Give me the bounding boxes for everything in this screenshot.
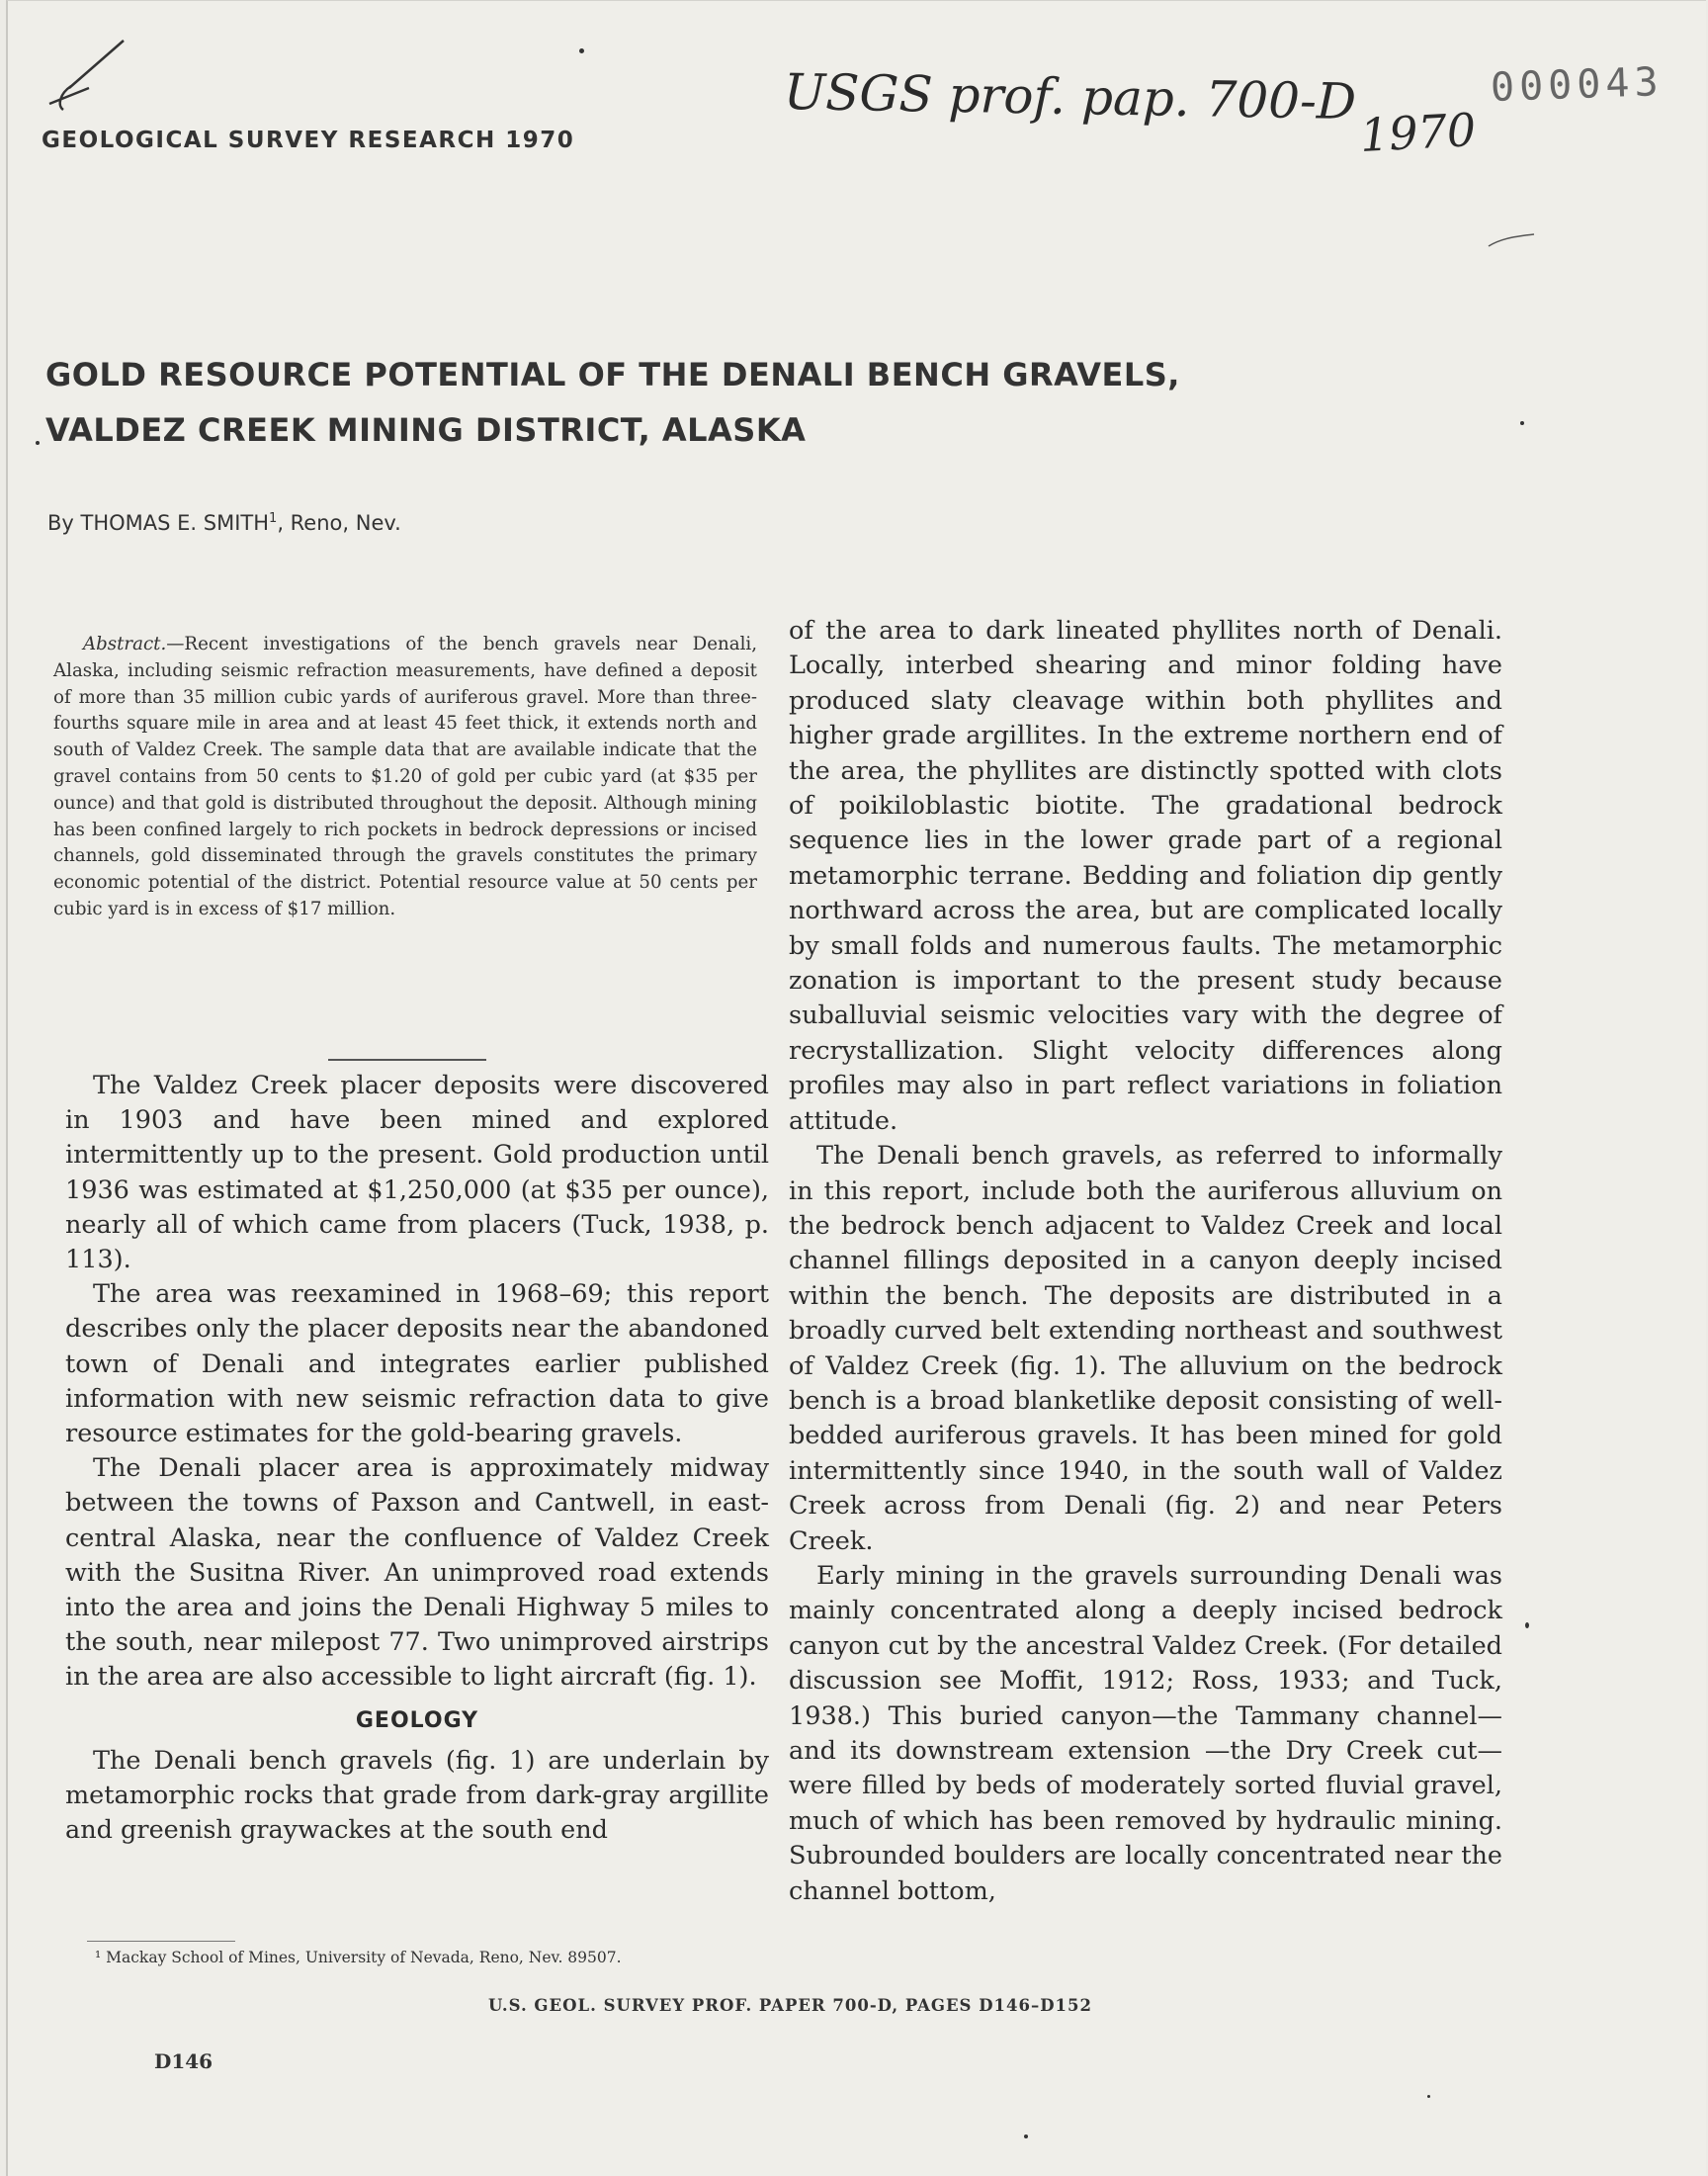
- scan-speck: [1525, 1622, 1529, 1628]
- handwritten-reference: USGS prof. pap. 700-D: [783, 62, 1357, 131]
- paragraph: Early mining in the gravels surrounding Denali was mainly concentrated along a deeply incised bedrock canyon cut by the ancestral Valdez Creek. (For detailed discussion see Moffit, 1912; Ross, 1933; and Tuck, 1938.) This buried canyon—the Tammany channel—and its downstream extension —the Dry Creek cut—were filled by beds of moderately sorted fluvial gravel, much of which has been removed by hydraulic mining. Subrounded boulders are locally concentrated near the channel bottom,: [789, 1560, 1502, 1906]
- paragraph: of the area to dark lineated phyllites north of Denali. Locally, interbed shearing and minor folding have produced slaty cleavage within both phyllites and higher grade argillites. In the extreme northern end of the area, the phyllites are distinctly spotted with clots of poikiloblastic biotite. The gradational bedrock sequence lies in the lower grade part of a regional metamorphic terrane. Bedding and foliation dip gently northward across the area, but are complicated locally by small folds and numerous faults. The metamorphic zonation is important to the present study because suballuvial seismic velocities vary with the degree of recrystallization. Slight velocity differences along profiles may also in part reflect variations in foliation attitude.: [789, 616, 1502, 1136]
- abstract-lead: Abstract.: [83, 634, 167, 654]
- archive-stamp-number: 000043: [1490, 58, 1665, 112]
- footnote-divider: [87, 1941, 235, 1942]
- left-column: [65, 1069, 769, 1848]
- scan-speck: [579, 48, 584, 53]
- title-line-2: VALDEZ CREEK MINING DISTRICT, ALASKA: [45, 411, 807, 449]
- paragraph: The Denali placer area is approximately midway between the towns of Paxson and Cantwell, in east-central Alaska, near the confluence of Valdez Creek with the Susitna River. An unimproved road extends into the area and joins the Denali Highway 5 miles to the south, near milepost 77. Two unimproved airstrips in the area are also accessible to light aircraft (fig. 1).: [65, 1453, 769, 1693]
- scan-stroke: [1487, 230, 1536, 250]
- title-line-1: GOLD RESOURCE POTENTIAL OF THE DENALI BENCH GRAVELS,: [45, 356, 1180, 393]
- document-page: [6, 0, 1706, 2176]
- scan-speck: [36, 441, 40, 445]
- right-column: [789, 614, 1502, 1909]
- paragraph: The Valdez Creek placer deposits were discovered in 1903 and have been mined and explored intermittently up to the present. Gold production until 1936 was estimated at $1,250,000 (at $35 per ounce), nearly all of which came from placers (Tuck, 1938, p. 113).: [65, 1071, 769, 1275]
- author-name: By THOMAS E. SMITH: [47, 511, 270, 535]
- abstract-block: [53, 632, 757, 923]
- scan-speck: [1427, 2095, 1430, 2098]
- footnote: ¹ Mackay School of Mines, University of Nevada, Reno, Nev. 89507.: [95, 1949, 622, 1966]
- scan-speck: [1024, 2134, 1028, 2138]
- handwritten-year: 1970: [1358, 102, 1478, 163]
- scan-speck: [1520, 421, 1524, 425]
- article-title: [45, 347, 1180, 458]
- paragraph: The Denali bench gravels (fig. 1) are underlain by metamorphic rocks that grade from dark-gray argillite and greenish graywackes at the south end: [65, 1745, 769, 1846]
- page-number: D146: [154, 2049, 214, 2073]
- paragraph: The area was reexamined in 1968–69; this report describes only the placer deposits near the abandoned town of Denali and integrates earlier published information with new seismic refraction data to give resource estimates for the gold-bearing gravels.: [65, 1279, 769, 1449]
- pen-scribble-mark: [30, 29, 138, 118]
- author-affiliation: , Reno, Nev.: [277, 511, 401, 535]
- series-header: GEOLOGICAL SURVEY RESEARCH 1970: [42, 128, 575, 153]
- publication-citation: U.S. GEOL. SURVEY PROF. PAPER 700-D, PAGES D146–D152: [488, 1996, 1092, 2015]
- paragraph: The Denali bench gravels, as referred to informally in this report, include both the auriferous alluvium on the bedrock bench adjacent to Valdez Creek and local channel fillings deposited in a canyon deeply incised within the bench. The deposits are distributed in a broadly curved belt extending northeast and southwest of Valdez Creek (fig. 1). The alluvium on the bedrock bench is a broad blanketlike deposit consisting of well-bedded auriferous gravels. It has been mined for gold intermittently since 1940, in the south wall of Valdez Creek across from Denali (fig. 2) and near Peters Creek.: [789, 1141, 1502, 1556]
- abstract-divider: [328, 1059, 486, 1061]
- section-heading-geology: GEOLOGY: [355, 1707, 479, 1733]
- abstract-text: —Recent investigations of the bench gravels near Denali, Alaska, including seismic refraction measurements, have defined a deposit of more than 35 million cubic yards of auriferous gravel. More than three-fourths square mile in area and at least 45 feet thick, it extends north and south of Valdez Creek. The sample data that are available indicate that the gravel contains from 50 cents to $1.20 of gold per cubic yard (at $35 per ounce) and that gold is distributed throughout the deposit. Although mining has been confined largely to rich pockets in bedrock depressions or incised channels, gold disseminated through the gravels constitutes the primary economic potential of the district. Potential resource value at 50 cents per cubic yard is in excess of $17 million.: [53, 634, 757, 919]
- footnote-mark: 1: [269, 511, 278, 526]
- author-byline: [47, 511, 401, 535]
